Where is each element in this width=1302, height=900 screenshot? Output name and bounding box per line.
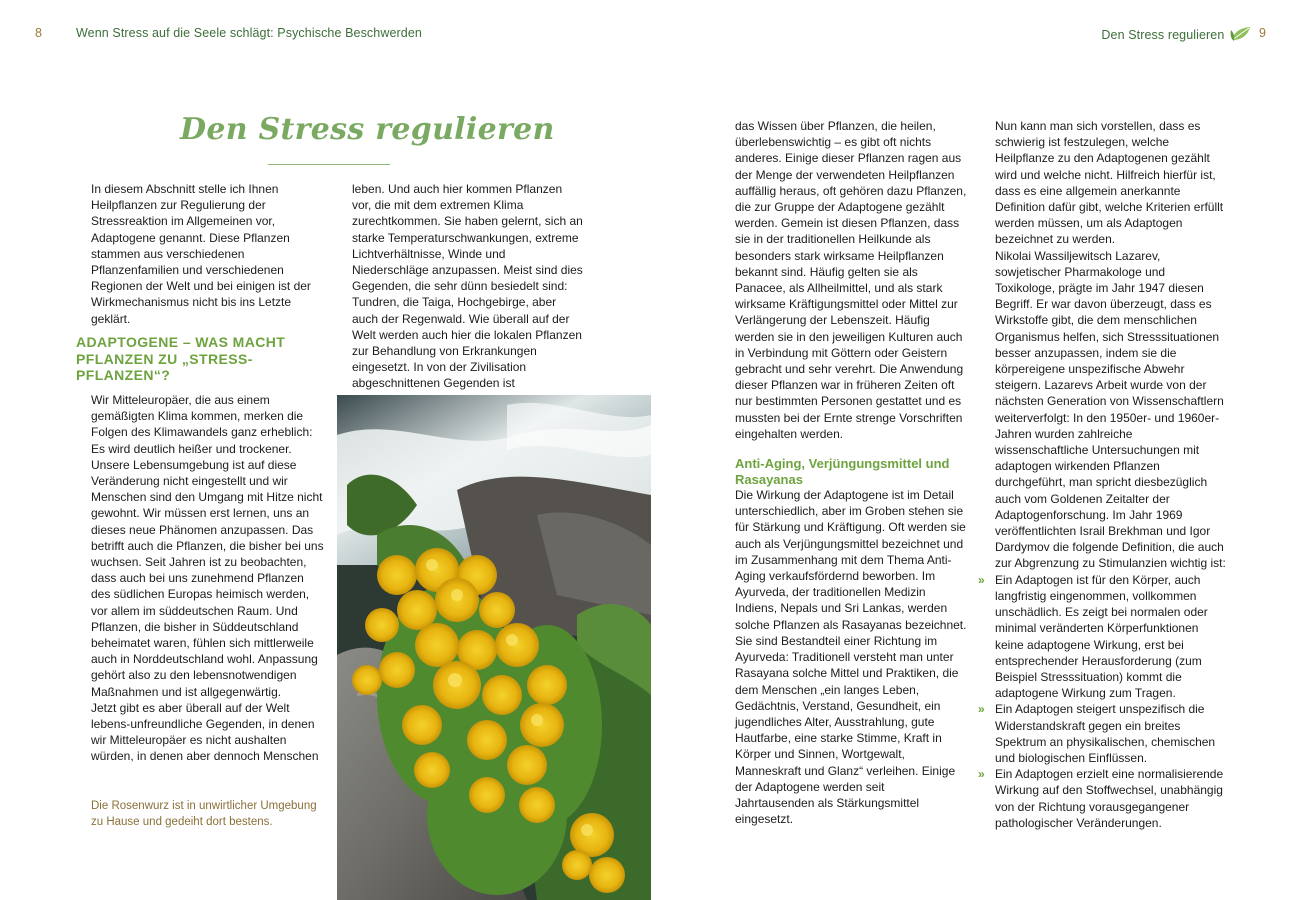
paragraph-extremes-klima: leben. Und auch hier kommen Pflanzen vor, die mit dem extremen Klima zurechtkommen. Sie haben gelernt, sich an starke Temperaturschwankungen, extreme Lichtverhältnisse, Winde und Niederschläge anzupassen. Meist sind dies Gegenden, die sehr dünn besiedelt sind: Tundren, die Taiga, Hochgebirge, aber auch der Regenwald. Wie überall auf der Welt werden auch hier die lokalen Pflanzen zur Behandlung von Erkrankungen eingesetzt. In von der Zivilisation abgeschnittenen Gegenden ist — [352, 182, 583, 391]
column-1-intro — [91, 181, 325, 327]
column-3 — [735, 118, 967, 827]
list-item: » Ein Adaptogen steigert unspezifisch die Widerstandskraft gegen ein breites Spektrum an physikalischen, chemischen und biologischen Einflüssen. — [978, 702, 1216, 765]
photo-caption: Die Rosenwurz ist in unwirtlicher Umgebung zu Hause und gedeiht dort bestens. — [91, 800, 317, 828]
paragraph-lebensunfreundlich: Jetzt gibt es aber überall auf der Welt lebens-unfreundliche Gegenden, in denen wir Mitteleuropäer es nicht aushalten würden, in denen aber dennoch Menschen — [91, 700, 319, 764]
paragraph-lazarev: Nikolai Wassiljewitsch Lazarev, sowjetischer Pharmakologe und Toxikologe, prägte im Jahr 1947 diesen Begriff. Er war davon überzeugt, dass es Wirkstoffe gibt, die dem menschlichen Organismus helfen, sich Stresssituationen besser anzupassen, indem sie die körpereigene unspezifische Abwehr steigern. Lazarevs Arbeit wurde von der nächsten Generation von Wissenschaftlern weiterverfolgt: In den 1950er- und 1960er-Jahren wurden zahlreiche wissenschaftliche Untersuchungen mit adaptogen wirkenden Pflanzen durchgeführt, man spricht diesbezüglich auch vom Goldenen Zeitalter der Adaptogenforschung. Im Jahr 1969 veröffentlichten Israil Brekhman und Igor Dardymov die folgende Definition, die auch zur Abgrenzung zu Stimulanzien wichtig ist: — [995, 248, 1226, 571]
column-2 — [352, 181, 584, 392]
rosenwurz-photo — [337, 395, 651, 900]
column-4 — [978, 118, 1227, 831]
bullet-marker: » — [978, 767, 985, 782]
section-heading-anti-aging: Anti-Aging, Verjüngungsmittel und Rasayanas — [735, 456, 950, 487]
paragraph-rasayana: Die Wirkung der Adaptogene ist im Detail unterschiedlich, aber im Groben stehen sie für Stärkung und Kräftigung. Oft werden sie auch als Verjüngungsmittel bezeichnet und im Zusammenhang mit dem Thema Anti-Aging verkaufsfördernd beworben. Im Ayurveda, der traditionellen Medizin Indiens, Nepals und Sri Lankas, werden solche Pflanzen als Rasayanas bezeichnet. Sie sind Bestandteil einer Richtung im Ayurveda: Traditionell versteht man unter Rasayana solche Mittel und Praktiken, die dem Menschen „ein langes Leben, Gedächtnis, Verstand, Gesundheit, ein jugendliches Alter, Ausstrahlung, gute Hautfarbe, eine starke Stimme, Kraft in Körper und Sinnen, Wortgewalt, Manneskraft und Glanz“ verleihen. Einige der Adaptogene werden seit Jahrtausenden als Stärkungsmittel eingesetzt. — [735, 488, 967, 827]
list-item: » Ein Adaptogen erzielt eine normalisierende Wirkung auf den Stoffwechsel, unabhängig von der Richtung vorausgegangener pathologischer Veränderungen. — [978, 767, 1224, 830]
bullet-marker: » — [978, 572, 985, 587]
paragraph-klimawandel: Wir Mitteleuropäer, die aus einem gemäßigten Klima kommen, merken die Folgen des Klimawandels ganz erheblich: Es wird deutlich heißer und trockener. Unsere Lebensumgebung ist auf diese Veränderung nicht eingestellt und wir Menschen sind den Umgang mit Hitze nicht gewohnt. Wir müssen erst lernen, uns an dieses neue Phänomen anzupassen. Das betrifft auch die Pflanzen, die bisher bei uns wuchsen. Seit Jahren ist zu beobachten, dass auch bei uns zunehmend Pflanzen des südlichen Europas heimisch werden, vor allem im süddeutschen Raum. Und Pflanzen, die bisher in Süddeutschland beheimatet waren, fühlen sich mittlerweile auch in Norddeutschland wohl. Anpassung gehört also zu den lebensnotwendigen Maßnahmen und ist allgegenwärtig. — [91, 393, 324, 699]
right-running-header — [1101, 26, 1252, 42]
section-heading-adaptogene: ADAPTOGENE – WAS MACHT PFLANZEN ZU „STRESS-PFLANZEN“? — [76, 334, 286, 383]
paragraph-wissen-pflanzen: das Wissen über Pflanzen, die heilen, überlebenswichtig – es gibt oft nichts anderes. Einige dieser Pflanzen ragen aus der Menge der verwendeten Heilpflanzen auffällig heraus, oft gehören dazu Pflanzen, die zur Gruppe der Adaptogene gezählt werden. Gemein ist diesen Pflanzen, dass sie in der traditionellen Heilkunde als besonders stark wirksame Heilpflanzen bekannt sind. Häufig gelten sie als Panacee, als Allheilmittel, und als stark wirksame Kräftigungsmittel oder Mittel zur Verlängerung der Lebenszeit. Häufig werden sie in den jeweiligen Kulturen auch in Verbindung mit Göttern oder Geistern gebracht und sehr verehrt. Die Anwendung dieser Pflanzen war in früheren Zeiten oft nur bestimmten Personen gestattet und es mussten bei der Ernte strenge Vorschriften eingehalten werden. — [735, 119, 967, 441]
left-running-title: Wenn Stress auf die Seele schlägt: Psychische Beschwerden — [76, 26, 422, 40]
bullet-marker: » — [978, 702, 985, 717]
definition-criteria-list — [978, 572, 1227, 831]
column-1-body — [91, 392, 325, 765]
right-page-number: 9 — [1259, 26, 1267, 40]
leaf-icon — [1230, 26, 1252, 42]
right-running-title: Den Stress regulieren — [1101, 28, 1225, 42]
intro-paragraph: In diesem Abschnitt stelle ich Ihnen Heilpflanzen zur Regulierung der Stressreaktion im Allgemeinen vor, Adaptogene genannt. Diese Pflanzen stammen aus verschiedenen Pflanzenfamilien und verschiedenen Regionen der Welt und bei einigen ist der Wirkmechanismus nicht bis ins Letzte geklärt. — [91, 182, 311, 326]
title-underline — [268, 164, 390, 165]
page-title: Den Stress regulieren — [180, 112, 555, 147]
left-page-number: 8 — [35, 26, 43, 40]
paragraph-definition-intro: Nun kann man sich vorstellen, dass es schwierig ist festzulegen, welche Heilpflanze zu den Adaptogenen gezählt wird und welche nicht. Hilfreich hierfür ist, dass es eine allgemein anerkannte Definition dafür gibt, welche Kriterien erfüllt werden müssen, um als Adaptogen bezeichnet zu werden. — [995, 119, 1224, 247]
list-item: » Ein Adaptogen ist für den Körper, auch langfristig eingenommen, vollkommen unschädlich. Es zeigt bei normalen oder minimal veränderten Körperfunktionen keine adaptogene Wirkung, erst bei entsprechender Herausforderung (zum Beispiel Stresssituation) kommt die adaptogene Wirkung zum Tragen. — [978, 572, 1208, 701]
